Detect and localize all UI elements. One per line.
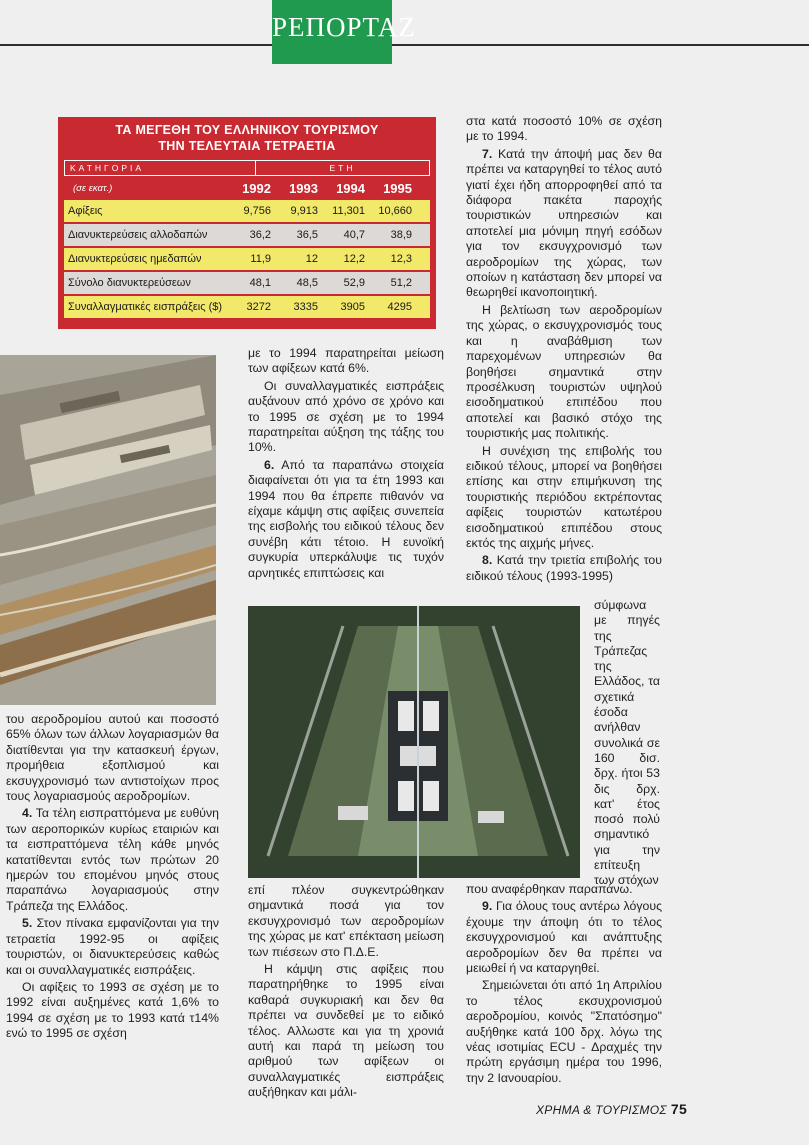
year-1995: 1995 (383, 180, 412, 196)
point-number: 7. (482, 146, 493, 161)
paragraph: που αναφέρθηκαν παραπάνω. (466, 882, 633, 896)
table-row (64, 200, 430, 222)
table-cell: 12,2 (343, 253, 365, 265)
table-row (64, 296, 430, 318)
table-row (64, 224, 430, 246)
article-column-3-top (466, 114, 662, 586)
paragraph (6, 916, 219, 978)
top-rule (0, 44, 809, 46)
point-number: 4. (22, 806, 33, 821)
paragraph: με το 1994 παρατηρείται μείωση των αφίξεων κατά 6%. (248, 346, 444, 376)
year-1994: 1994 (336, 180, 365, 196)
point-number: 5. (22, 916, 33, 931)
airport-aerial-photo (0, 355, 216, 705)
table-cell: 40,7 (343, 229, 365, 241)
table-header (64, 160, 430, 176)
table-cell: 51,2 (390, 277, 412, 289)
table-row (64, 272, 430, 294)
table-cell: 36,5 (296, 229, 318, 241)
paragraph: Οι αφίξεις το 1993 σε σχέση με το 1992 είναι αυξημένες κατά 1,6% το 1994 σε σχέση με το 1993 κατά τ14% ενώ το 1995 σε σχέση (6, 979, 219, 1041)
table-cell: 4295 (387, 301, 412, 313)
paragraph: στα κατά ποσοστό 10% σε σχέση με το 1994. (466, 114, 662, 144)
paragraph-text: Στον πίνακα εμφανίζονται για την τετραετία 1992-95 οι αφίξεις τουριστών, οι διανυκτερεύσεις καθώς και οι συναλλαγματικές εισπράξεις. (6, 916, 219, 977)
point-number: 6. (264, 457, 275, 472)
table-cell: 9,913 (290, 205, 318, 217)
unit-label: (σε εκατ.) (73, 182, 113, 194)
paragraph (466, 147, 662, 301)
row-label: Συναλλαγματικές εισπράξεις ($) (68, 301, 223, 313)
table-cell: 3272 (246, 301, 271, 313)
article-column-3-bottom (466, 882, 662, 1088)
page-number: 75 (670, 1101, 688, 1117)
tourism-stats-table (58, 117, 436, 329)
article-column-3-narrow: σύμφωνα με πηγές της Τράπεζας της Ελλάδος, τα σχετικά έσοδα ανήλθαν συνολικά σε 160 δισ. δρχ. ήτοι 53 δις δρχ. κατ' έτος ποσό πολύ σημαντικό για την επίτευξη των στόχων (594, 598, 660, 888)
paragraph (466, 553, 662, 584)
table-title-line-1: ΤΑ ΜΕΓΕΘΗ ΤΟΥ ΕΛΛΗΝΙΚΟΥ ΤΟΥΡΙΣΜΟΥ (115, 123, 379, 137)
article-column-1 (6, 712, 219, 1044)
paragraph-text: Κατά την τριετία επιβολής του ειδικού τέλους (1993-1995) (466, 553, 662, 583)
table-cell: 12,3 (390, 253, 412, 265)
header-years: ΕΤΗ (255, 161, 429, 175)
table-cell: 11,9 (250, 253, 271, 265)
header-category: ΚΑΤΗΓΟΡΙΑ (70, 163, 145, 173)
paragraph-text: Για όλους τους αντέρω λόγους έχουμε την άποψη ότι το τέλος εκσυγχρονισμού και ανάπτυξης αεροδρομίων δεν θα πρέπει να μειωθεί ή να καταργηθεί. (466, 899, 662, 976)
years-row (64, 176, 430, 200)
table-cell: 52,9 (343, 277, 365, 289)
magazine-name: ΧΡΗΜΑ & ΤΟΥΡΙΣΜΟΣ (536, 1103, 667, 1117)
table-cell: 38,9 (390, 229, 412, 241)
year-1992: 1992 (242, 180, 271, 196)
airport-model-photo (248, 606, 580, 878)
paragraph: Σημειώνεται ότι από 1η Απριλίου το τέλος εκσυχρονισμού αεροδρομίου, κοινός "Σπατόσημο" αυξήθηκε κατά 100 δρχ. λόγω της νέας ισοτιμίας ECU - Δραχμές την πρώτη εργάσιμη ημέρα του 1996, την 2 Ιανουαρίου. (466, 978, 662, 1085)
article-column-2-bottom (248, 883, 444, 1103)
page-footer (536, 1101, 687, 1117)
paragraph (6, 806, 219, 914)
paragraph-text: Τα τέλη εισπραττόμενα με ευθύνη των αεροπορικών κυρίως εταιριών και τα εισπραττόμενα τέλη κάθε μηνός κατατίθενται εντός των πρώτων 20 ημερών του επομένου μηνός στους παραπάνω λογαριασμούς στην Τράπεζα της Ελλάδος. (6, 806, 219, 913)
paragraph-text: Από τα παραπάνω στοιχεία διαφαίνεται ότι για τα έτη 1993 και 1994 που θα έπρεπε πιθανόν να είχαμε κάμψη στις αφίξεις συνεπεία της εισβολής του ειδικού τέλους δεν συνέβη κάτι τέτοιο. Η ευνοϊκή συγκυρία υπερκάλυψε τις τυχόν αρνητικές επιπτώσεις και (248, 457, 444, 580)
paragraph: Οι συναλλαγματικές εισπράξεις αυξάνουν από χρόνο σε χρόνο και το 1995 σε σχέση με το 1994 παρατηρείται αύξηση της τάξης του 10%. (248, 378, 444, 455)
paragraph: επί πλέον συγκεντρώθηκαν σημαντικά ποσά για τον εκσυγχρονισμό των αεροδρομίων της χώρας με κατ' επέκταση μείωση των πιέσεων στο Π.Δ.Ε. (248, 883, 444, 959)
paragraph (466, 899, 662, 976)
table-cell: 48,5 (296, 277, 318, 289)
section-tab: ΡΕΠΟΡΤΑΖ (272, 0, 392, 64)
paragraph: Η συνέχιση της επιβολής του ειδικού τέλους, μπορεί να βοηθήσει επίσης και στην επιμήκυνση της τουριστικής περιόδου εκτρέποντας αφίξεις τουριστών κατωτέρου εισοδηματικού επιπέδου στους εκτός της αιχμής μήνες. (466, 443, 662, 550)
year-1993: 1993 (289, 180, 318, 196)
article-column-2-top (248, 346, 444, 583)
point-number: 8. (482, 553, 493, 568)
table-cell: 3335 (293, 301, 318, 313)
table-cell: 11,301 (332, 205, 365, 217)
row-label: Διανυκτερεύσεις αλλοδαπών (68, 229, 208, 241)
paragraph: Η κάμψη στις αφίξεις που παρατηρήθηκε το 1995 είναι καθαρά συγκυριακή και δεν θα πρέπει να συνδεθεί με το ειδικό τέλος. Αλλωστε και για τη χρονιά αυτή και παρά τη μείωση του αριθμού των αφίξεων οι συναλλαγματικές εισπράξεις αυξήθηκαν και μάλι- (248, 962, 444, 1100)
row-label: Σύνολο διανυκτερεύσεων (68, 277, 191, 289)
paragraph (248, 458, 444, 581)
table-cell: 12 (305, 253, 318, 265)
table-cell: 48,1 (249, 277, 271, 289)
table-row (64, 248, 430, 270)
row-label: Αφίξεις (68, 205, 103, 217)
table-cell: 10,660 (378, 205, 412, 217)
table-cell: 3905 (340, 301, 365, 313)
paragraph: Η βελτίωση των αεροδρομίων της χώρας, ο εκσυγχρονισμός τους και η αναβάθμιση των παρεχομένων υπηρεσιών θα βοηθήσει σημαντικά στην προσέλκυση τουριστών υψηλού εισοδηματικού επιπέδου που αποτελεί και βασικό στόχο της τουριστικής μας πολιτικής. (466, 302, 662, 441)
paragraph-text: Κατά την άποψή μας δεν θα πρέπει να καταργηθεί το τέλος αυτό γιατί έχει ήδη απορροφηθεί από τα διάφορα πακέτα παροχής τουριστικών υπηρεσιών και αποτελεί μια μόνιμη πηγή εσόδων για τον εκσυγχρονισμό των αεροδρομίων της χώρας, των οποίων η κατάσταση δεν μπορεί να θεωρηθεί ικανοποιητική. (466, 146, 662, 300)
row-label: Διανυκτερεύσεις ημεδαπών (68, 253, 202, 265)
table-title-line-2: ΤΗΝ ΤΕΛΕΥΤΑΙΑ ΤΕΤΡΑΕΤΙΑ (158, 139, 336, 153)
table-cell: 36,2 (249, 229, 271, 241)
point-number: 9. (482, 899, 493, 914)
table-cell: 9,756 (243, 205, 271, 217)
paragraph: του αεροδρομίου αυτού και ποσοστό 65% όλων των άλλων λογαριασμών θα διατίθενται για την κατασκευή έργων, προμήθεια εξοπλισμού και εκσυγχρονισμό των αντιστοίχων προς τους λογαριασμούς αεροδρομίων. (6, 712, 219, 804)
